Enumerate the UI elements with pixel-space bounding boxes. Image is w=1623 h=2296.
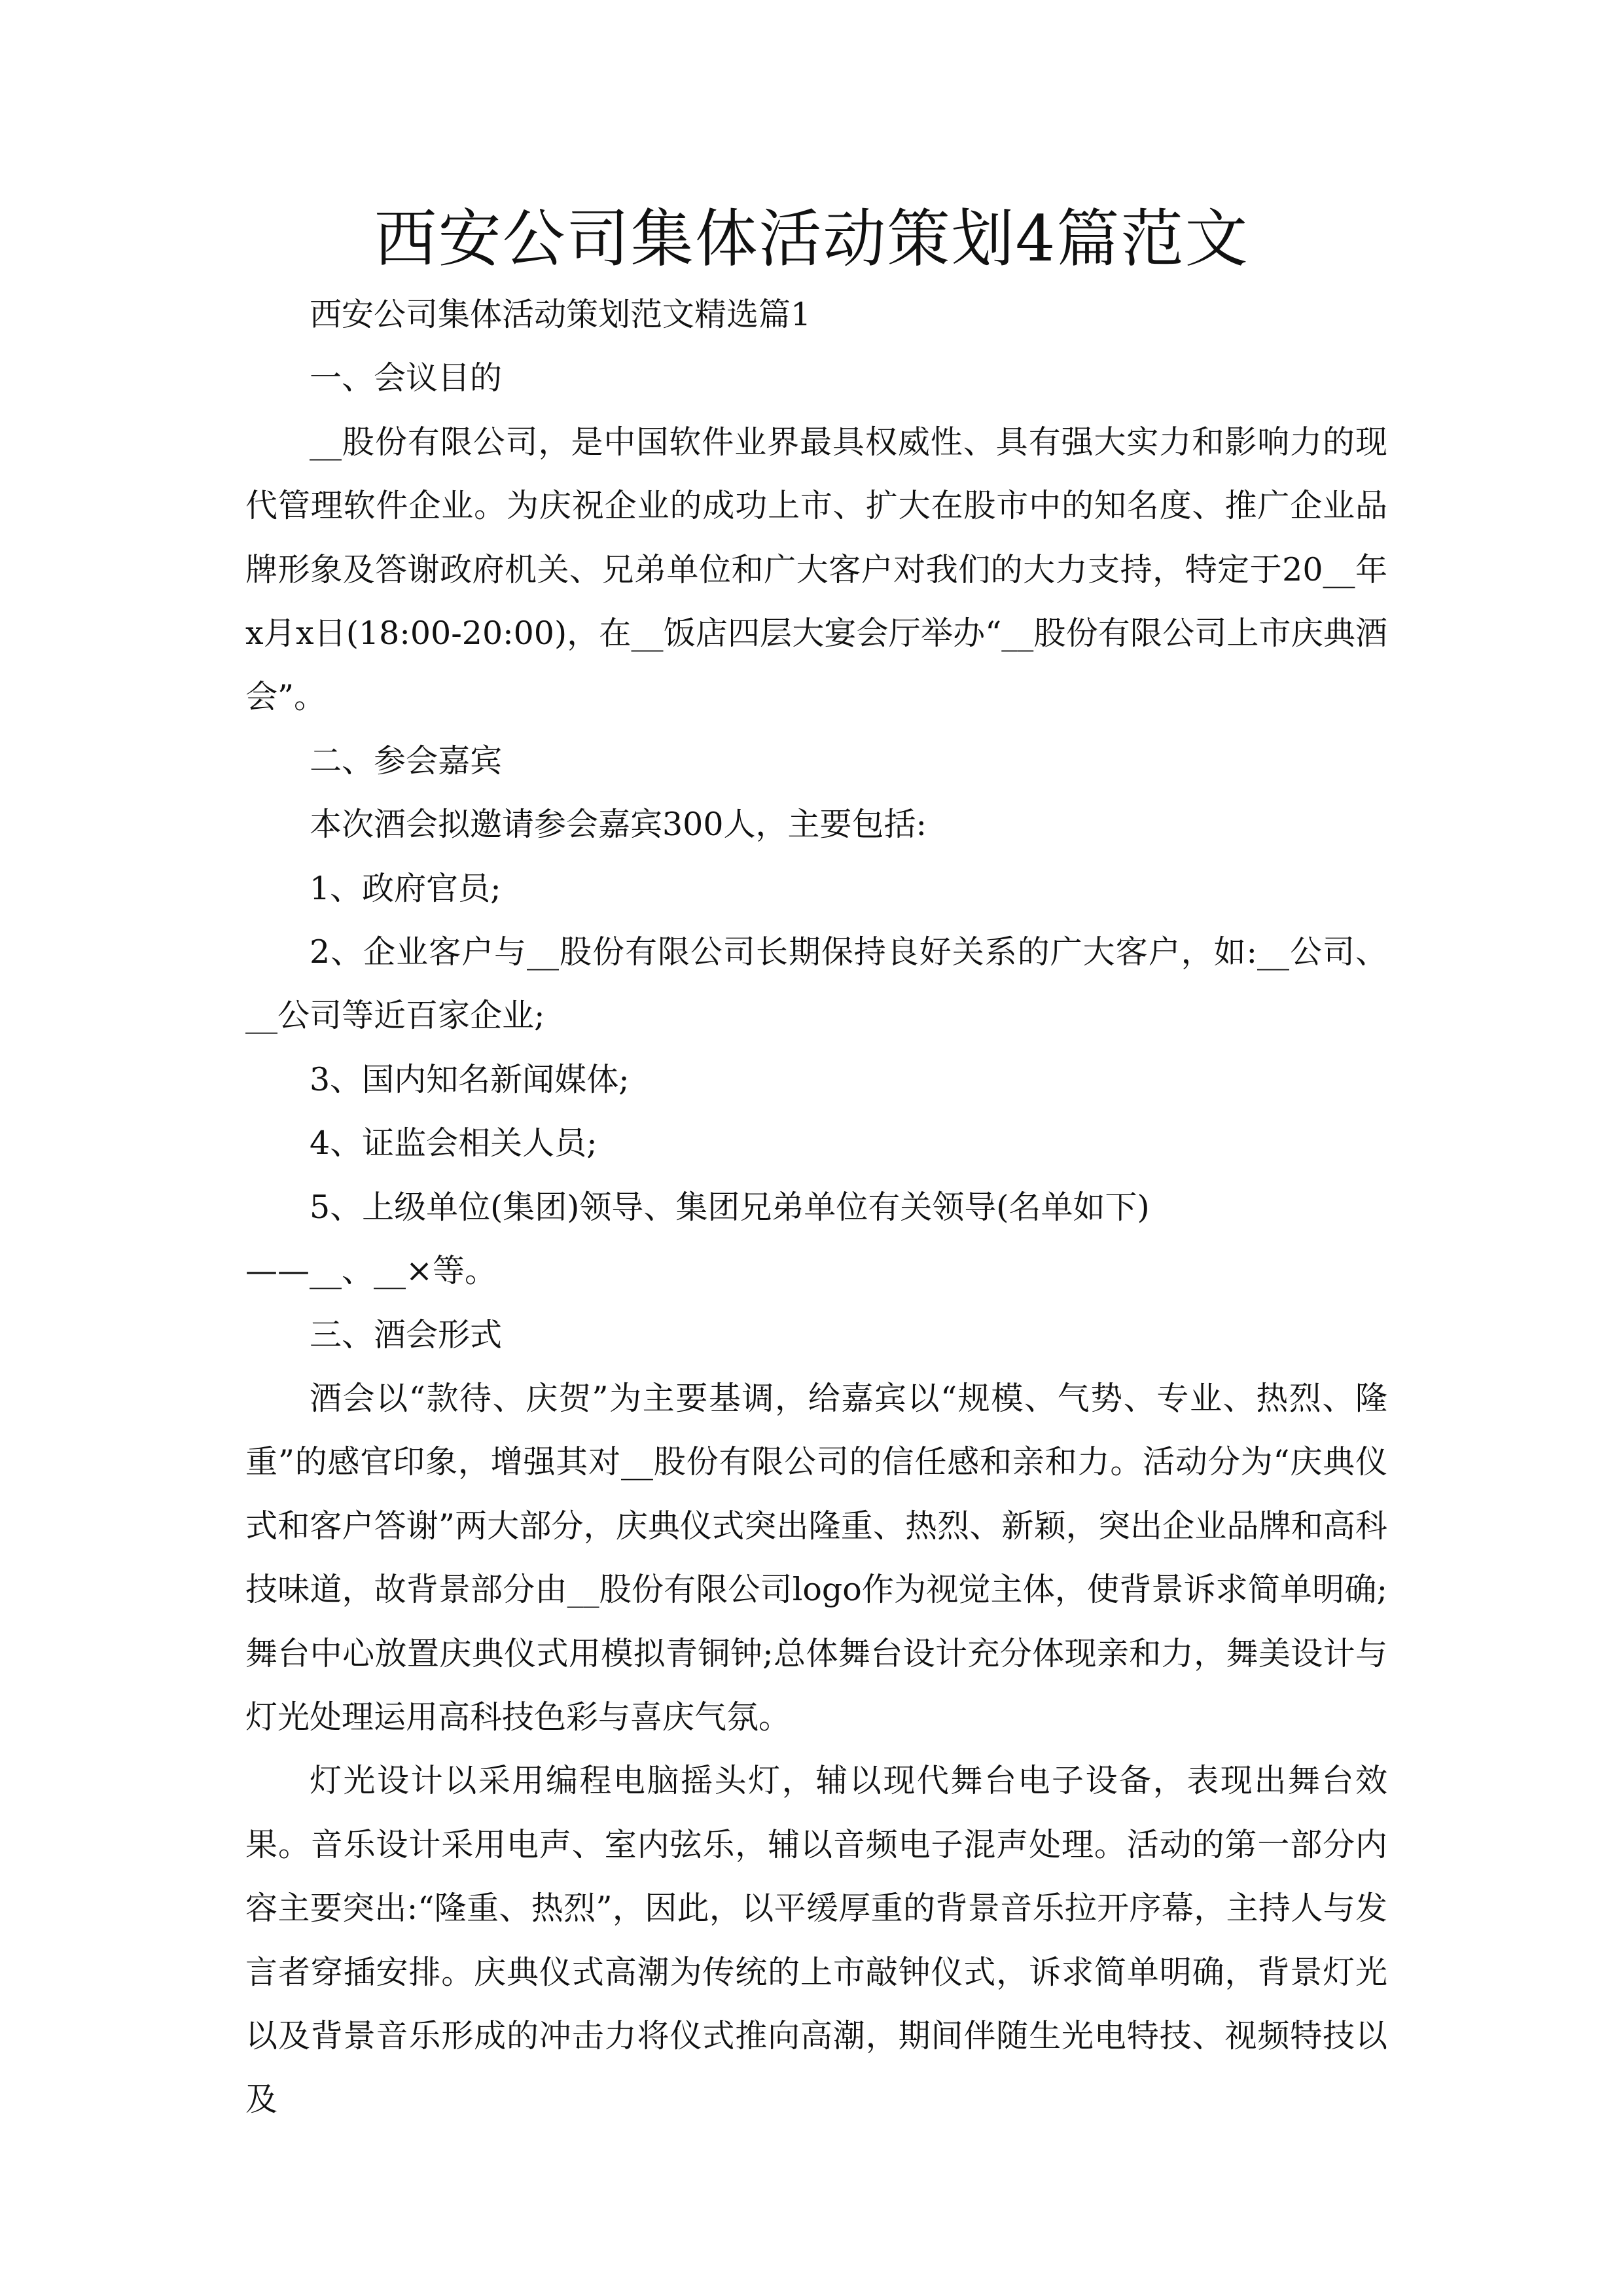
list-item: 1、政府官员; (310, 869, 501, 907)
paragraph-meeting-purpose: __股份有限公司，是中国软件业界最具权威性、具有强大实力和影响力的现代管理软件企业。为庆祝企业的成功上市、扩大在股市中的知名度、推广企业品牌形象及答谢政府机关、兄弟单位和广大客户对我们的大力支持，特定于20__年x月x日(18:00-20:00)，在__饭店四层大宴会厅举办“__股份有限公司上市庆典酒会”。 (245, 423, 1387, 716)
paragraph-lighting-design: 灯光设计以采用编程电脑摇头灯，辅以现代舞台电子设备，表现出舞台效果。音乐设计采用电声、室内弦乐，辅以音频电子混声处理。活动的第一部分内容主要突出:“隆重、热烈”，因此，以平缓厚重的背景音乐拉开序幕，主持人与发言者穿插安排。庆典仪式高潮为传统的上市敲钟仪式，诉求简单明确，背景灯光以及背景音乐形成的冲击力将仪式推向高潮，期间伴随生光电特技、视频特技以及 (245, 1762, 1387, 2119)
list-item: 2、企业客户与__股份有限公司长期保持良好关系的广大客户，如:__公司、__公司等近百家企业; (245, 933, 1387, 1035)
heading-meeting-purpose: 一、会议目的 (310, 359, 503, 397)
list-item-continuation: ——__、__×等。 (245, 1252, 497, 1290)
paragraph-guests-intro: 本次酒会拟邀请参会嘉宾300人，主要包括: (310, 806, 927, 844)
list-item: 3、国内知名新闻媒体; (310, 1060, 630, 1098)
section-subtitle: 西安公司集体活动策划范文精选篇1 (310, 296, 812, 333)
paragraph-reception-format: 酒会以“款待、庆贺”为主要基调，给嘉宾以“规模、气势、专业、热烈、隆重”的感官印象，增强其对__股份有限公司的信任感和亲和力。活动分为“庆典仪式和客户答谢”两大部分，庆典仪式突出隆重、热烈、新颖，突出企业品牌和高科技味道，故背景部分由__股份有限公司logo作为视觉主体，使背景诉求简单明确;舞台中心放置庆典仪式用模拟青铜钟;总体舞台设计充分体现亲和力，舞美设计与灯光处理运用高科技色彩与喜庆气氛。 (245, 1379, 1387, 1736)
document-body (245, 283, 1387, 2132)
document-title: 西安公司集体活动策划4篇范文 (374, 202, 1249, 276)
list-item: 4、证监会相关人员; (310, 1124, 597, 1162)
heading-reception-format: 三、酒会形式 (310, 1316, 503, 1354)
heading-guests: 二、参会嘉宾 (310, 742, 503, 780)
list-item: 5、上级单位(集团)领导、集团兄弟单位有关领导(名单如下) (310, 1188, 1150, 1226)
